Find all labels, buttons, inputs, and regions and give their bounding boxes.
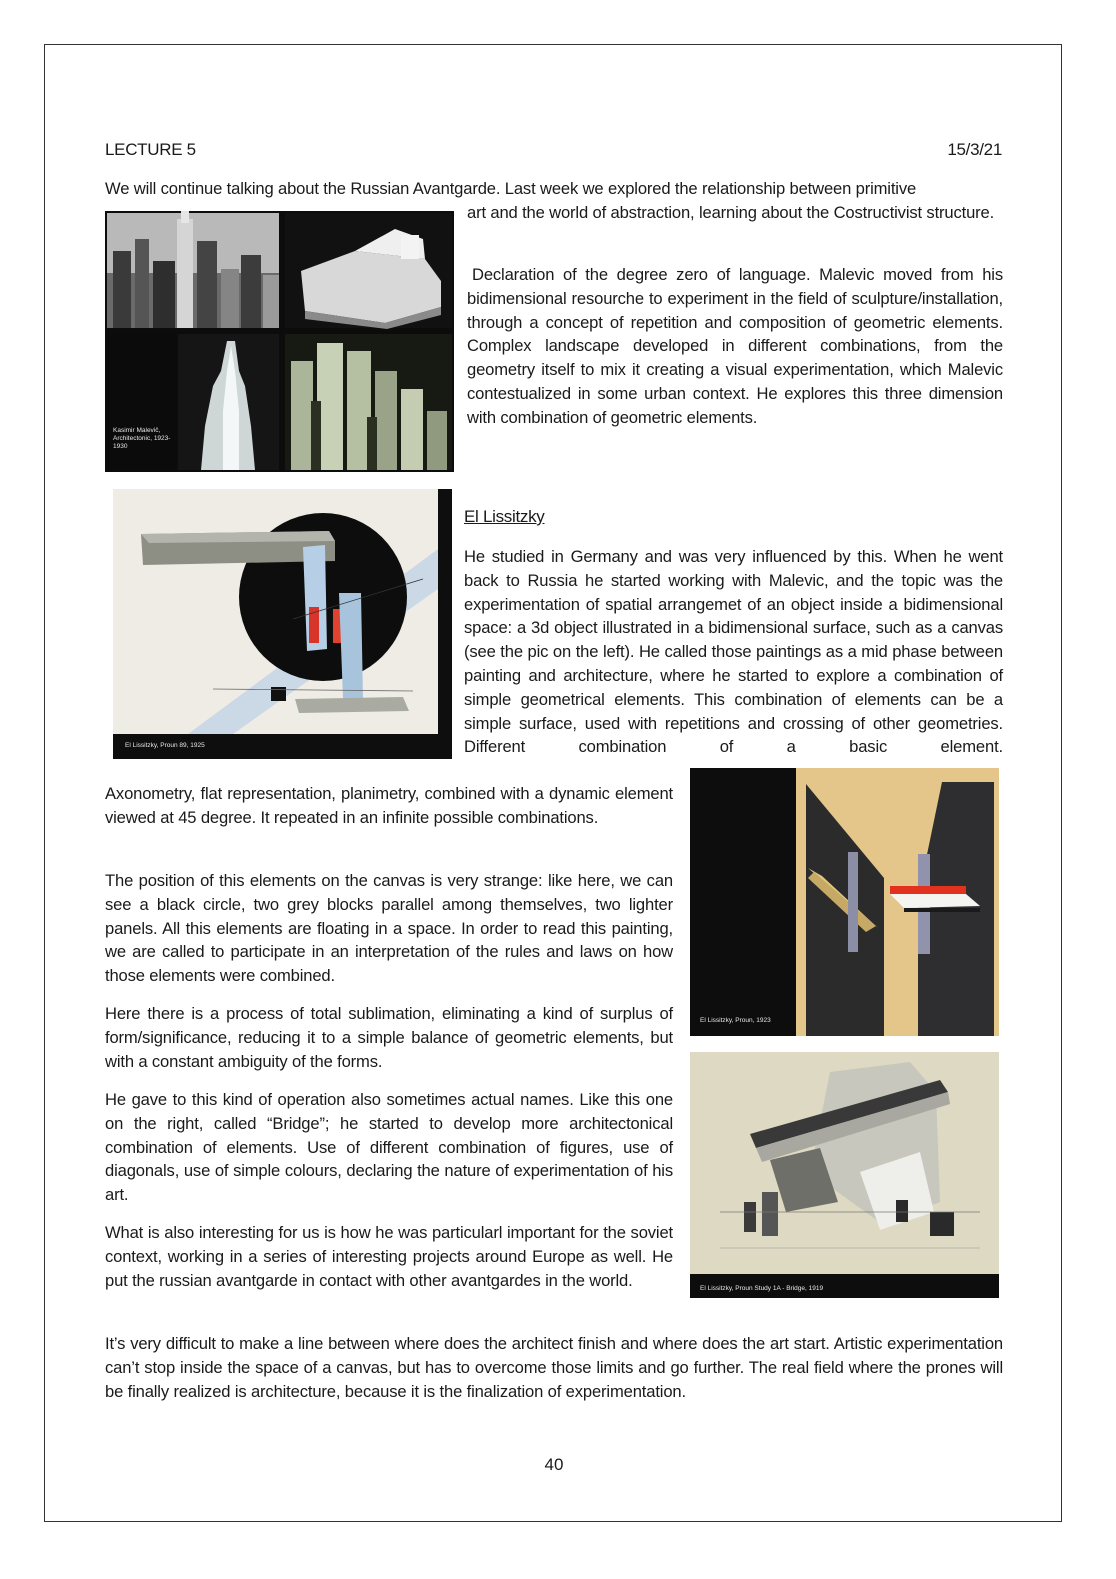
intro-continuation: art and the world of abstraction, learning about the Costructivist structure. bbox=[467, 203, 995, 222]
lecture-date: 15/3/21 bbox=[947, 140, 1002, 159]
proun-1923-caption: El Lissitzky, Proun, 1923 bbox=[700, 1017, 771, 1024]
proun-bridge-caption: El Lissitzky, Proun Study 1A - Bridge, 1919 bbox=[700, 1285, 824, 1292]
intro-first-line: We will continue talking about the Russian Avantgarde. Last week we explored the relationship between primitive bbox=[105, 179, 917, 198]
lissitzky-para3: Here there is a process of total sublimation, eliminating a kind of surplus of form/significance, reducing it to a simple balance of geometric elements, but with a constant ambiguity of the forms. bbox=[105, 1004, 673, 1071]
lecture-title: LECTURE 5 bbox=[105, 140, 196, 159]
proun-bridge-image bbox=[690, 1052, 999, 1298]
lissitzky-para1-left: Axonometry, flat representation, planimetry, combined with a dynamic element viewed at 45 degree. It repeated in an infinite possible combinations. bbox=[105, 784, 673, 827]
lissitzky-para2: The position of this elements on the canvas is very strange: like here, we can see a black circle, two grey blocks parallel among themselves, two lighter panels. All this elements are floating in a space. In order to read this painting, we are called to participate in an interpretation of the rules and laws on how those elements were combined. bbox=[105, 871, 673, 986]
proun-89-image bbox=[113, 489, 452, 759]
malevich-caption: Kasimir Malevič, Architectonic, 1923-1930 bbox=[113, 427, 171, 450]
page-number: 40 bbox=[544, 1455, 564, 1474]
closing-paragraph: It’s very difficult to make a line between where does the architect finish and where does the art start. Artistic experimentation can’t stop inside the space of a canvas, but has to overcome those limits and go further. The real field where the prones will be finally realized is architecture, because it is the finalization of experimentation. bbox=[105, 1334, 1003, 1401]
proun-89-caption: El Lissitzky, Proun 89, 1925 bbox=[125, 742, 205, 749]
intro-paragraph: Declaration of the degree zero of language. Malevic moved from his bidimensional resourche to experiment in the field of sculpture/installation, through a concept of repetition and composition of geometric elements. Complex landscape developed in different combinations, from the geometry itself to mix it creating a visual experimentation, which Malevic contestualized in some urban context. He explores this three dimension with combination of geometric elements. bbox=[467, 265, 1003, 427]
proun-1923-image bbox=[690, 768, 999, 1036]
lissitzky-para4: He gave to this kind of operation also sometimes actual names. Like this one on the right, called “Bridge”; he started to develop more architectonical combination of elements. Use of different combination of figures, use of diagonals, use of simple colours, declaring the nature of experimentation of his art. bbox=[105, 1090, 673, 1205]
malevich-architecton-image bbox=[105, 211, 454, 472]
lissitzky-para1-right: He studied in Germany and was very influenced by this. When he went back to Russia he started working with Malevic, and the topic was the experimentation of spatial arrangemet of an object inside a bidimensional space: a 3d object illustrated in a bidimensional surface, such as a canvas (see the pic on the left). He called those paintings as a mid phase between painting and architecture, where he started to explore a combination of simple geometrical elements. This combination of elements can be a simple surface, used with repetitions and crossing of other geometries. Different combination of a basic element. bbox=[464, 547, 1003, 757]
lissitzky-para5: What is also interesting for us is how he was particularl important for the soviet context, working in a series of interesting projects around Europe as well. He put the russian avantgarde in contact with other avantgardes in the world. bbox=[105, 1223, 673, 1290]
section-heading-el-lissitzky: El Lissitzky bbox=[464, 507, 545, 526]
